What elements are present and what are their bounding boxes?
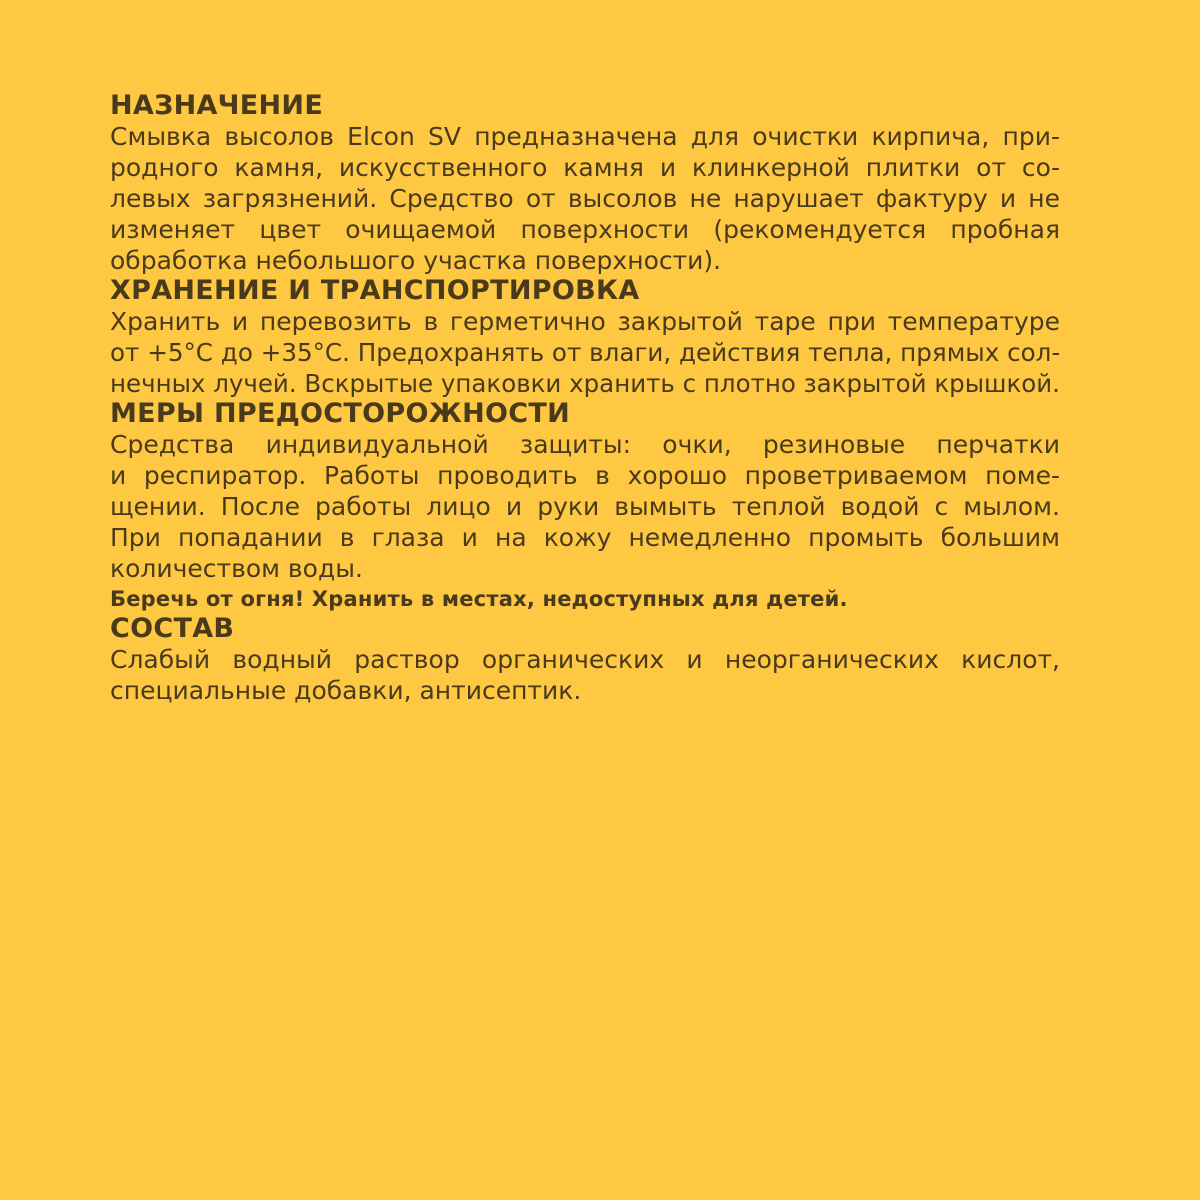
section-body-storage [110,306,1060,399]
text-line: При попадании в глаза и на кожу немедленно промыть большим [110,523,1060,552]
fire-warning: Беречь от огня! Хранить в местах, недоступных для детей. [110,587,848,611]
section-title-purpose: НАЗНАЧЕНИЕ [110,90,324,121]
text-line: Хранить и перевозить в герметично закрытой таре при температуре [110,307,1060,336]
text-line: Средства индивидуальной защиты: очки, резиновые перчатки [110,430,1060,459]
section-purpose [110,91,1060,276]
text-line: Слабый водный раствор органических и неорганических кислот, [110,645,1060,674]
text-line: обработка небольшого участка поверхности). [110,246,722,275]
section-precautions [110,399,1060,614]
text-line: количеством воды. [110,554,363,583]
text-line: родного камня, искусственного камня и клинкерной плитки от со- [110,153,1060,182]
section-body-composition [110,644,1060,706]
product-info-document [110,91,1060,706]
section-title-storage: ХРАНЕНИЕ И ТРАНСПОРТИРОВКА [110,275,640,306]
text-line: нечных лучей. Вскрытые упаковки хранить с плотно закрытой крышкой. [110,369,1060,398]
section-storage [110,276,1060,399]
section-body-precautions [110,429,1060,584]
section-composition [110,614,1060,706]
text-line: Смывка высолов Elcon SV предназначена для очистки кирпича, при- [110,122,1060,151]
text-line: левых загрязнений. Средство от высолов не нарушает фактуру и не [110,184,1060,213]
section-body-purpose [110,121,1060,276]
section-title-precautions: МЕРЫ ПРЕДОСТОРОЖНОСТИ [110,398,570,429]
text-line: специальные добавки, антисептик. [110,676,582,705]
section-title-composition: СОСТАВ [110,613,235,644]
text-line: щении. После работы лицо и руки вымыть теплой водой с мылом. [110,492,1060,521]
text-line: и респиратор. Работы проводить в хорошо проветриваемом поме- [110,461,1060,490]
text-line: изменяет цвет очищаемой поверхности (рекомендуется пробная [110,215,1060,244]
text-line: от +5°C до +35°C. Предохранять от влаги, действия тепла, прямых сол- [110,338,1061,367]
